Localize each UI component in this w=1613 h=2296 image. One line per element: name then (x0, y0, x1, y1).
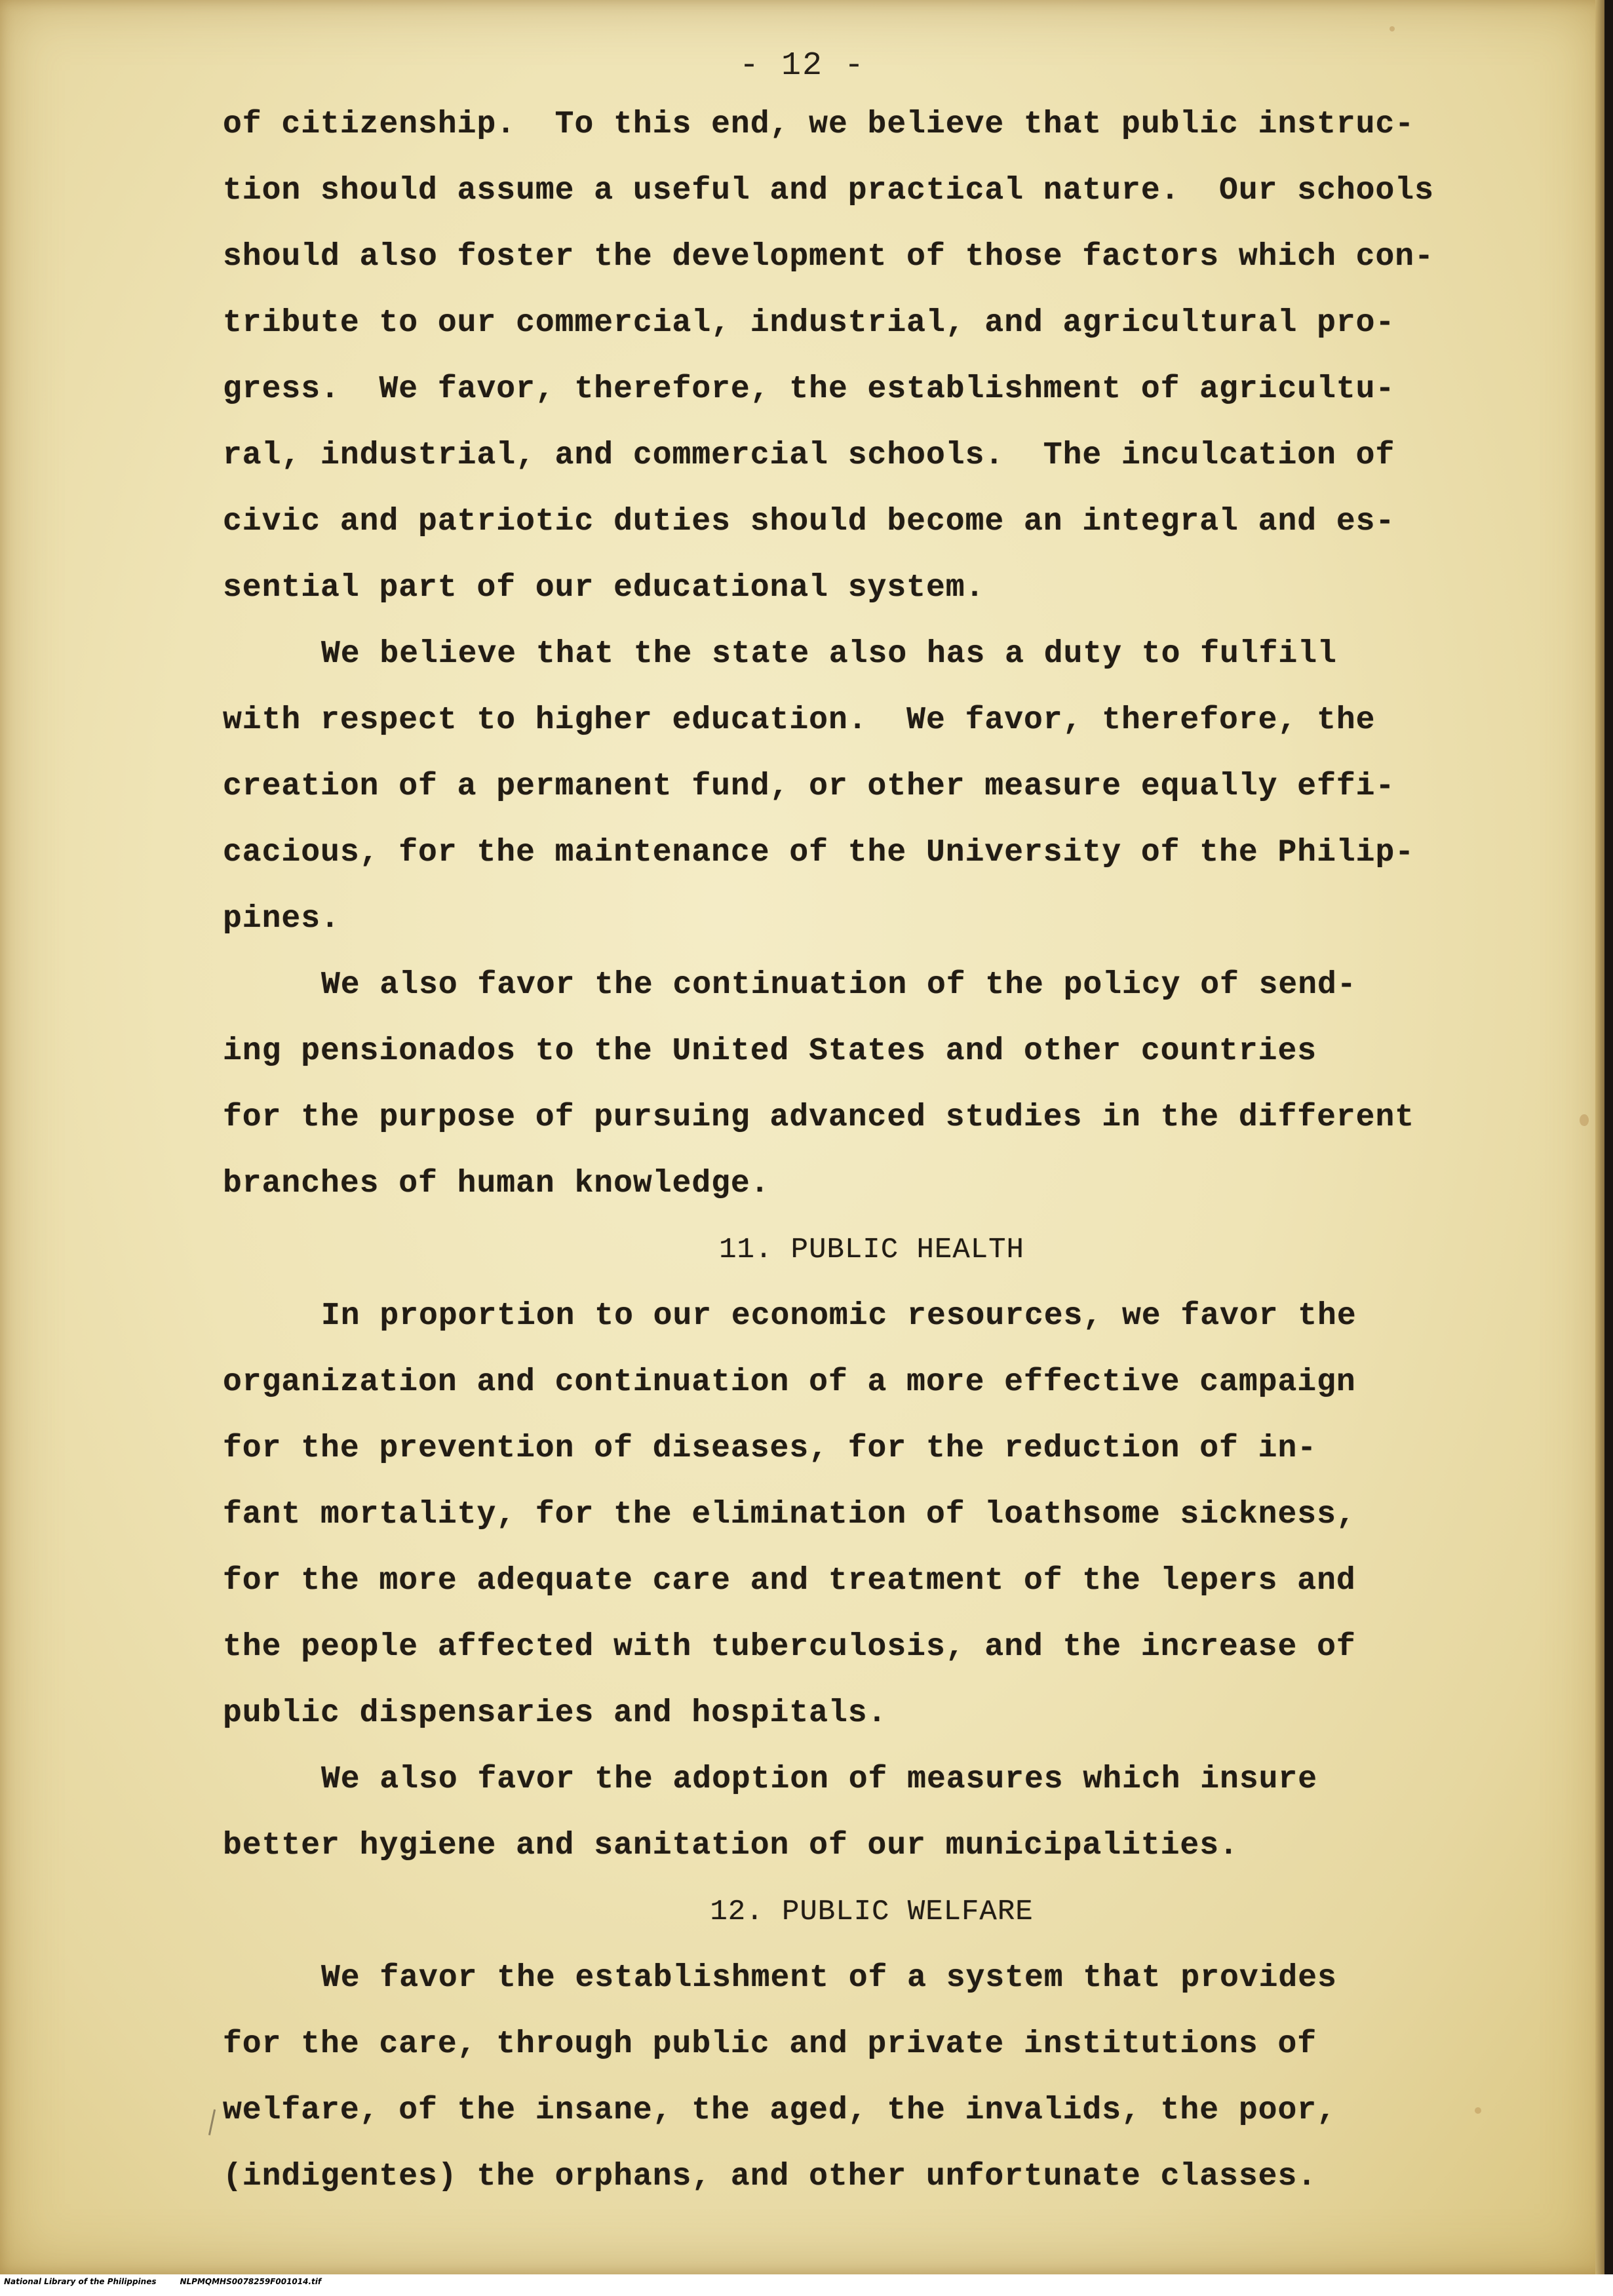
scan-footer (4, 2277, 345, 2286)
text-line: the people affected with tuberculosis, and the increase of (223, 1629, 1356, 1665)
text-line: gress. We favor, therefore, the establishment of agricultu- (223, 372, 1395, 407)
text-line: cacious, for the maintenance of the University of the Philip- (223, 835, 1415, 870)
text-line: pines. (223, 901, 340, 937)
paper-stain (1390, 26, 1395, 31)
text-line: welfare, of the insane, the aged, the invalids, the poor, (223, 2093, 1336, 2128)
text-line: of citizenship. To this end, we believe that public instruc- (223, 107, 1415, 142)
section-heading: 12. PUBLIC WELFARE (710, 1896, 1034, 1928)
text-line: fant mortality, for the elimination of loathsome sickness, (223, 1497, 1356, 1532)
text-line: public dispensaries and hospitals. (223, 1696, 887, 1731)
page-right-edge (1595, 0, 1604, 2274)
file-id: NLPMQMHS0078259F001014.tif (180, 2277, 322, 2286)
text-line: should also foster the development of those factors which con- (223, 239, 1434, 275)
section-heading: 11. PUBLIC HEALTH (719, 1234, 1024, 1266)
text-line: for the care, through public and private institutions of (223, 2027, 1317, 2062)
text-line: ral, industrial, and commercial schools. The inculcation of (223, 438, 1395, 473)
text-line: with respect to higher education. We favor, therefore, the (223, 703, 1376, 738)
text-line: ing pensionados to the United States and other countries (223, 1034, 1317, 1069)
text-line: for the more adequate care and treatment of the lepers and (223, 1563, 1356, 1599)
pencil-mark (208, 2109, 216, 2135)
body-text (223, 92, 1494, 2210)
text-line: We favor the establishment of a system that provides (321, 1960, 1337, 1996)
text-line: tion should assume a useful and practical nature. Our schools (223, 173, 1434, 208)
paper-stain (1580, 1114, 1589, 1126)
text-line: In proportion to our economic resources, we favor the (321, 1298, 1357, 1334)
text-line: organization and continuation of a more effective campaign (223, 1365, 1356, 1400)
text-line: for the prevention of diseases, for the reduction of in- (223, 1431, 1317, 1466)
text-line: (indigentes) the orphans, and other unfortunate classes. (223, 2159, 1317, 2194)
text-line: creation of a permanent fund, or other measure equally effi- (223, 769, 1395, 804)
text-line: We also favor the adoption of measures which insure (321, 1762, 1318, 1797)
text-line: better hygiene and sanitation of our municipalities. (223, 1828, 1239, 1863)
page-number: - 12 - (739, 47, 866, 85)
text-line: branches of human knowledge. (223, 1166, 770, 1201)
text-line: We believe that the state also has a duty to fulfill (321, 636, 1337, 672)
text-line: tribute to our commercial, industrial, and agricultural pro- (223, 305, 1395, 341)
text-line: We also favor the continuation of the policy of send- (321, 967, 1357, 1003)
text-line: sential part of our educational system. (223, 570, 985, 606)
library-name: National Library of the Philippines (4, 2277, 157, 2286)
text-line: for the purpose of pursuing advanced studies in the different (223, 1100, 1415, 1135)
text-line: civic and patriotic duties should become an integral and es- (223, 504, 1395, 539)
